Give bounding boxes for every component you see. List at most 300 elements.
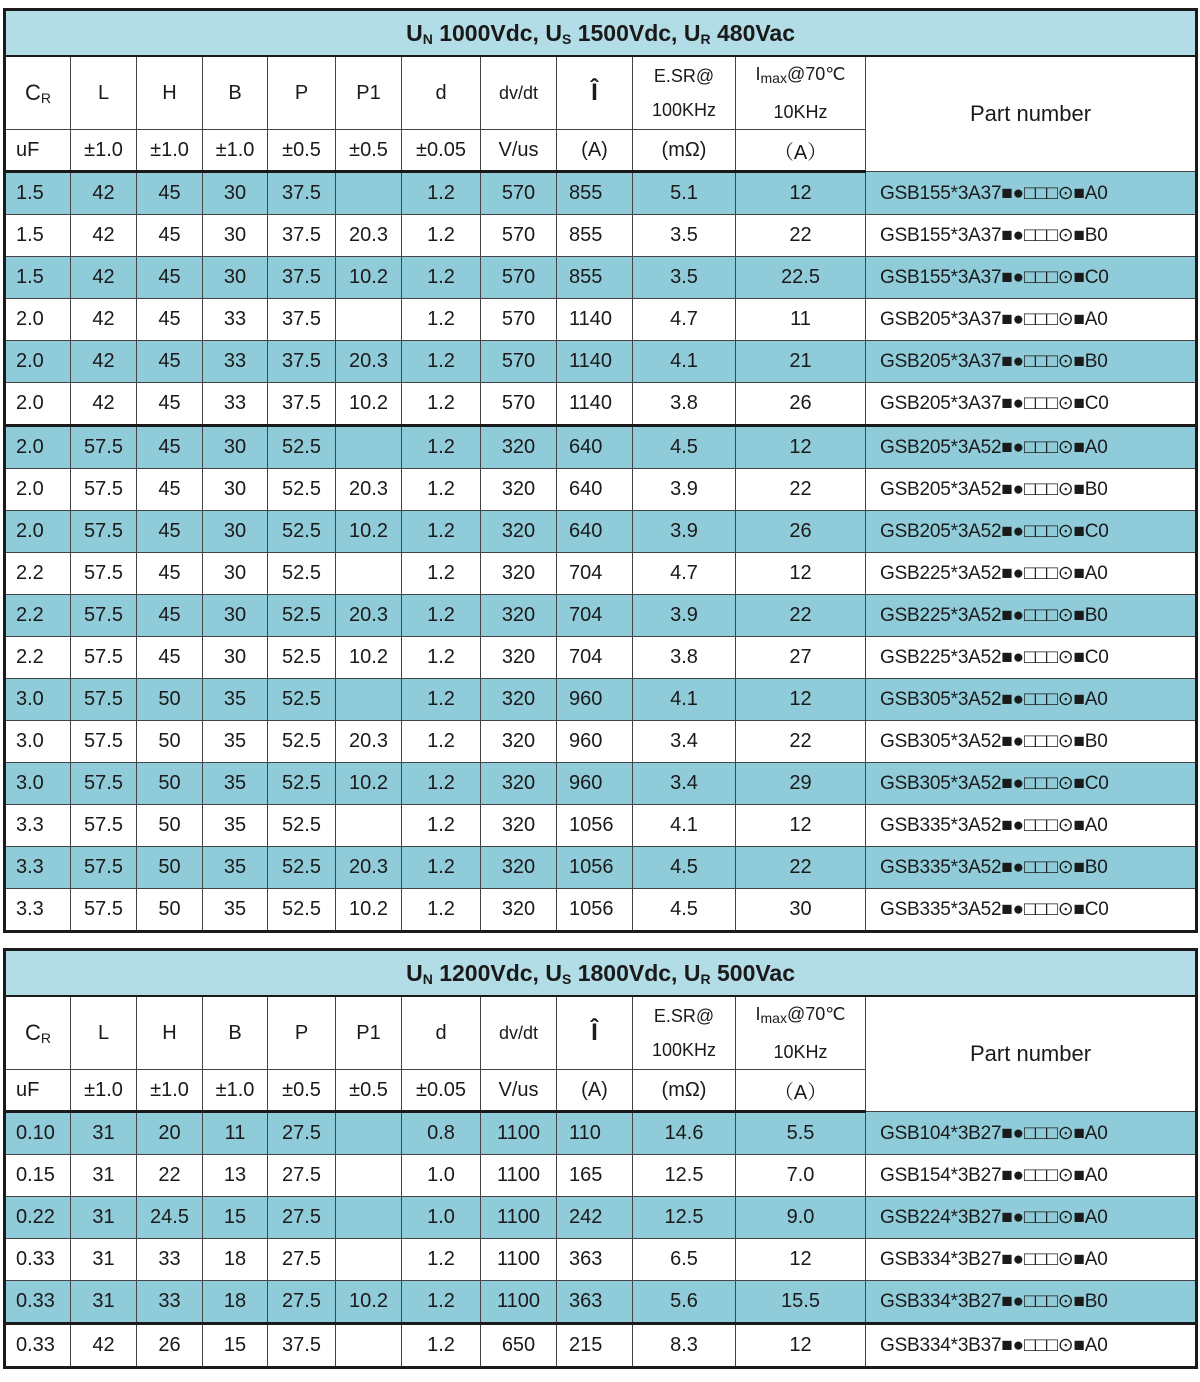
header-capacitance bbox=[5, 996, 71, 1070]
data-cell: 1.2 bbox=[402, 469, 481, 511]
data-cell: 4.7 bbox=[633, 299, 736, 341]
data-cell: 320 bbox=[481, 595, 557, 637]
data-cell: 10.2 bbox=[336, 383, 402, 426]
data-cell: 242 bbox=[557, 1197, 633, 1239]
data-cell: 1.2 bbox=[402, 299, 481, 341]
data-cell: 4.7 bbox=[633, 553, 736, 595]
table-row bbox=[5, 595, 1197, 637]
data-cell bbox=[336, 805, 402, 847]
voltage-symbol: U bbox=[683, 19, 701, 46]
table-row bbox=[5, 1197, 1197, 1239]
data-cell: 1.2 bbox=[402, 805, 481, 847]
part-number-cell: GSB205*3A37■●□□□⊙■C0 bbox=[866, 383, 1197, 426]
header-b: B bbox=[203, 56, 268, 130]
data-cell: 12 bbox=[736, 426, 866, 469]
part-number-cell: GSB225*3A52■●□□□⊙■B0 bbox=[866, 595, 1197, 637]
data-cell: 1.5 bbox=[5, 257, 71, 299]
data-cell: 650 bbox=[481, 1324, 557, 1368]
data-cell: 1140 bbox=[557, 299, 633, 341]
header-imax-temp: @70℃ bbox=[786, 1004, 846, 1024]
data-cell: 45 bbox=[137, 511, 203, 553]
voltage-symbol: U bbox=[545, 959, 562, 986]
header-esr-label: E.SR@ bbox=[653, 66, 715, 86]
data-cell: 45 bbox=[137, 637, 203, 679]
table-row bbox=[5, 172, 1197, 215]
data-cell: 12 bbox=[736, 805, 866, 847]
data-cell: 22 bbox=[736, 847, 866, 889]
data-cell: 4.1 bbox=[633, 679, 736, 721]
data-cell: 57.5 bbox=[71, 847, 137, 889]
part-number-cell: GSB305*3A52■●□□□⊙■B0 bbox=[866, 721, 1197, 763]
data-cell: 35 bbox=[203, 763, 268, 805]
part-number-cell: GSB335*3A52■●□□□⊙■B0 bbox=[866, 847, 1197, 889]
data-cell: 4.5 bbox=[633, 426, 736, 469]
header-part-number: Part number bbox=[866, 996, 1197, 1112]
data-cell: 1.2 bbox=[402, 383, 481, 426]
header-h: H bbox=[137, 56, 203, 130]
data-cell: 26 bbox=[736, 383, 866, 426]
data-cell: 320 bbox=[481, 805, 557, 847]
unit-cell: (mΩ) bbox=[633, 130, 736, 172]
data-cell: 1100 bbox=[481, 1155, 557, 1197]
data-cell: 22 bbox=[736, 215, 866, 257]
data-cell: 31 bbox=[71, 1281, 137, 1324]
part-number-cell: GSB205*3A52■●□□□⊙■B0 bbox=[866, 469, 1197, 511]
header-imax-freq: 10KHz bbox=[773, 1042, 828, 1062]
data-cell: 22.5 bbox=[736, 257, 866, 299]
data-cell: 22 bbox=[736, 595, 866, 637]
data-cell: 6.5 bbox=[633, 1239, 736, 1281]
voltage-symbol: U bbox=[545, 19, 562, 46]
data-cell: 1056 bbox=[557, 889, 633, 932]
data-cell: 57.5 bbox=[71, 763, 137, 805]
data-cell: 31 bbox=[71, 1112, 137, 1155]
header-i-symbol: I bbox=[755, 64, 761, 84]
data-cell: 3.0 bbox=[5, 721, 71, 763]
part-number-cell: GSB305*3A52■●□□□⊙■C0 bbox=[866, 763, 1197, 805]
unit-cell: ±1.0 bbox=[71, 130, 137, 172]
data-cell: 21 bbox=[736, 341, 866, 383]
unit-cell: ±0.5 bbox=[336, 130, 402, 172]
data-cell: 27.5 bbox=[268, 1239, 336, 1281]
header-imax-label bbox=[736, 997, 865, 1035]
data-cell: 1.2 bbox=[402, 763, 481, 805]
data-cell: 5.1 bbox=[633, 172, 736, 215]
data-cell: 1100 bbox=[481, 1281, 557, 1324]
data-cell: 52.5 bbox=[268, 763, 336, 805]
unit-cell: V/us bbox=[481, 130, 557, 172]
table-row bbox=[5, 847, 1197, 889]
data-cell: 5.5 bbox=[736, 1112, 866, 1155]
data-cell: 0.33 bbox=[5, 1324, 71, 1368]
data-cell: 3.9 bbox=[633, 511, 736, 553]
data-cell: 52.5 bbox=[268, 469, 336, 511]
data-cell: 570 bbox=[481, 341, 557, 383]
data-cell: 0.33 bbox=[5, 1239, 71, 1281]
table-row bbox=[5, 341, 1197, 383]
data-cell: 35 bbox=[203, 889, 268, 932]
part-number-cell: GSB225*3A52■●□□□⊙■C0 bbox=[866, 637, 1197, 679]
data-cell: 20.3 bbox=[336, 847, 402, 889]
data-cell: 50 bbox=[137, 679, 203, 721]
header-d: d bbox=[402, 56, 481, 130]
data-cell: 570 bbox=[481, 172, 557, 215]
data-cell: 2.2 bbox=[5, 553, 71, 595]
data-cell: 20 bbox=[137, 1112, 203, 1155]
data-cell: 855 bbox=[557, 215, 633, 257]
header-esr bbox=[633, 56, 736, 130]
data-cell: 3.3 bbox=[5, 847, 71, 889]
data-cell: 20.3 bbox=[336, 595, 402, 637]
part-number-cell: GSB335*3A52■●□□□⊙■C0 bbox=[866, 889, 1197, 932]
surge-voltage bbox=[545, 20, 677, 46]
data-cell: 0.10 bbox=[5, 1112, 71, 1155]
unit-cell: ±1.0 bbox=[203, 1070, 268, 1112]
unit-cell: uF bbox=[5, 130, 71, 172]
data-cell: 42 bbox=[71, 172, 137, 215]
data-cell: 42 bbox=[71, 1324, 137, 1368]
data-cell: 1.2 bbox=[402, 426, 481, 469]
unit-cell: ±0.05 bbox=[402, 130, 481, 172]
data-cell: 9.0 bbox=[736, 1197, 866, 1239]
table-row bbox=[5, 721, 1197, 763]
data-cell: 50 bbox=[137, 847, 203, 889]
data-cell: 1.2 bbox=[402, 215, 481, 257]
data-cell: 22 bbox=[137, 1155, 203, 1197]
data-cell: 2.0 bbox=[5, 299, 71, 341]
voltage-value: 500Vac bbox=[716, 959, 796, 986]
voltage-value: 1800Vdc, bbox=[577, 959, 678, 986]
data-cell: 3.9 bbox=[633, 595, 736, 637]
voltage-value: 480Vac bbox=[716, 19, 796, 46]
header-imax-subscript: max bbox=[760, 70, 787, 86]
data-cell bbox=[336, 1239, 402, 1281]
data-cell: 1.2 bbox=[402, 679, 481, 721]
capacitor-table-1000vdc bbox=[3, 8, 1198, 933]
data-cell bbox=[336, 299, 402, 341]
data-cell: 52.5 bbox=[268, 426, 336, 469]
data-cell: 27.5 bbox=[268, 1155, 336, 1197]
data-cell: 30 bbox=[203, 215, 268, 257]
data-cell: 0.22 bbox=[5, 1197, 71, 1239]
data-cell: 31 bbox=[71, 1155, 137, 1197]
data-cell: 37.5 bbox=[268, 1324, 336, 1368]
data-cell: 320 bbox=[481, 553, 557, 595]
data-cell: 10.2 bbox=[336, 511, 402, 553]
data-cell: 1.2 bbox=[402, 341, 481, 383]
data-cell: 363 bbox=[557, 1239, 633, 1281]
data-cell: 640 bbox=[557, 426, 633, 469]
data-cell: 12 bbox=[736, 553, 866, 595]
data-cell: 26 bbox=[736, 511, 866, 553]
data-cell: 33 bbox=[137, 1239, 203, 1281]
data-cell: 42 bbox=[71, 257, 137, 299]
header-imax-temp: @70℃ bbox=[786, 64, 846, 84]
data-cell: 52.5 bbox=[268, 553, 336, 595]
header-c-subscript: R bbox=[40, 1030, 51, 1046]
data-cell: 20.3 bbox=[336, 215, 402, 257]
data-cell: 12.5 bbox=[633, 1155, 736, 1197]
data-cell: 31 bbox=[71, 1239, 137, 1281]
unit-cell: uF bbox=[5, 1070, 71, 1112]
header-c-symbol: C bbox=[24, 1020, 41, 1045]
data-cell: 10.2 bbox=[336, 763, 402, 805]
data-cell: 57.5 bbox=[71, 805, 137, 847]
data-cell: 42 bbox=[71, 383, 137, 426]
data-cell: 570 bbox=[481, 299, 557, 341]
header-dvdt: dv/dt bbox=[481, 56, 557, 130]
data-cell bbox=[336, 1324, 402, 1368]
ac-voltage bbox=[684, 20, 795, 46]
data-cell: 57.5 bbox=[71, 721, 137, 763]
data-cell: 1100 bbox=[481, 1239, 557, 1281]
data-cell: 30 bbox=[736, 889, 866, 932]
header-esr-freq: 100KHz bbox=[651, 1040, 717, 1060]
table-title bbox=[5, 950, 1197, 997]
unit-cell: (A) bbox=[557, 1070, 633, 1112]
data-cell: 57.5 bbox=[71, 637, 137, 679]
data-cell: 30 bbox=[203, 469, 268, 511]
data-cell: 12 bbox=[736, 679, 866, 721]
data-cell: 57.5 bbox=[71, 426, 137, 469]
data-cell: 15.5 bbox=[736, 1281, 866, 1324]
surge-voltage bbox=[545, 960, 677, 986]
data-cell: 704 bbox=[557, 553, 633, 595]
data-cell: 27.5 bbox=[268, 1281, 336, 1324]
data-cell: 45 bbox=[137, 257, 203, 299]
data-cell: 2.0 bbox=[5, 469, 71, 511]
unit-cell: （A） bbox=[736, 130, 866, 172]
data-cell bbox=[336, 679, 402, 721]
data-cell: 165 bbox=[557, 1155, 633, 1197]
data-cell: 1.0 bbox=[402, 1155, 481, 1197]
data-cell: 52.5 bbox=[268, 805, 336, 847]
table-row bbox=[5, 511, 1197, 553]
data-cell: 570 bbox=[481, 383, 557, 426]
data-cell: 0.33 bbox=[5, 1281, 71, 1324]
unit-cell: ±1.0 bbox=[137, 1070, 203, 1112]
voltage-subscript: S bbox=[561, 30, 572, 47]
table-2-body bbox=[5, 950, 1197, 1368]
data-cell: 1140 bbox=[557, 383, 633, 426]
part-number-cell: GSB334*3B27■●□□□⊙■B0 bbox=[866, 1281, 1197, 1324]
data-cell: 45 bbox=[137, 215, 203, 257]
header-imax bbox=[736, 56, 866, 130]
data-cell bbox=[336, 1197, 402, 1239]
data-cell: 52.5 bbox=[268, 721, 336, 763]
voltage-subscript: S bbox=[561, 970, 572, 987]
part-number-cell: GSB334*3B37■●□□□⊙■A0 bbox=[866, 1324, 1197, 1368]
data-cell: 52.5 bbox=[268, 847, 336, 889]
part-number-cell: GSB305*3A52■●□□□⊙■A0 bbox=[866, 679, 1197, 721]
data-cell: 14.6 bbox=[633, 1112, 736, 1155]
table-row bbox=[5, 889, 1197, 932]
data-cell: 363 bbox=[557, 1281, 633, 1324]
data-cell: 29 bbox=[736, 763, 866, 805]
data-cell: 1100 bbox=[481, 1112, 557, 1155]
data-cell: 320 bbox=[481, 511, 557, 553]
data-cell: 52.5 bbox=[268, 511, 336, 553]
data-cell: 10.2 bbox=[336, 257, 402, 299]
table-row bbox=[5, 763, 1197, 805]
data-cell: 3.8 bbox=[633, 637, 736, 679]
data-cell: 18 bbox=[203, 1281, 268, 1324]
unit-cell: ±1.0 bbox=[137, 130, 203, 172]
data-cell: 1.2 bbox=[402, 1281, 481, 1324]
data-cell: 1140 bbox=[557, 341, 633, 383]
part-number-cell: GSB154*3B27■●□□□⊙■A0 bbox=[866, 1155, 1197, 1197]
data-cell: 3.4 bbox=[633, 763, 736, 805]
data-cell: 855 bbox=[557, 172, 633, 215]
voltage-value: 1200Vdc, bbox=[439, 959, 539, 986]
data-cell: 640 bbox=[557, 469, 633, 511]
header-i-symbol: I bbox=[755, 1004, 761, 1024]
data-cell: 15 bbox=[203, 1197, 268, 1239]
data-cell: 3.0 bbox=[5, 763, 71, 805]
data-cell: 52.5 bbox=[268, 637, 336, 679]
data-cell: 12 bbox=[736, 1324, 866, 1368]
data-cell: 18 bbox=[203, 1239, 268, 1281]
data-cell: 12.5 bbox=[633, 1197, 736, 1239]
header-imax-label bbox=[736, 57, 865, 95]
data-cell: 37.5 bbox=[268, 299, 336, 341]
table-row bbox=[5, 805, 1197, 847]
rated-voltage bbox=[406, 20, 539, 46]
data-cell: 5.6 bbox=[633, 1281, 736, 1324]
data-cell: 855 bbox=[557, 257, 633, 299]
data-cell: 37.5 bbox=[268, 341, 336, 383]
part-number-cell: GSB155*3A37■●□□□⊙■B0 bbox=[866, 215, 1197, 257]
data-cell: 1.2 bbox=[402, 172, 481, 215]
unit-cell: ±0.05 bbox=[402, 1070, 481, 1112]
data-cell bbox=[336, 172, 402, 215]
data-cell: 570 bbox=[481, 215, 557, 257]
data-cell: 3.8 bbox=[633, 383, 736, 426]
data-cell: 22 bbox=[736, 721, 866, 763]
data-cell: 45 bbox=[137, 299, 203, 341]
data-cell: 320 bbox=[481, 847, 557, 889]
data-cell: 42 bbox=[71, 215, 137, 257]
data-cell: 45 bbox=[137, 469, 203, 511]
voltage-subscript: R bbox=[700, 970, 711, 987]
table-title bbox=[5, 10, 1197, 57]
table-row bbox=[5, 1324, 1197, 1368]
voltage-subscript: N bbox=[422, 970, 433, 987]
data-cell: 11 bbox=[736, 299, 866, 341]
data-cell: 1.2 bbox=[402, 721, 481, 763]
data-cell: 52.5 bbox=[268, 679, 336, 721]
data-cell: 45 bbox=[137, 341, 203, 383]
data-cell: 30 bbox=[203, 172, 268, 215]
table-row bbox=[5, 426, 1197, 469]
unit-cell: (A) bbox=[557, 130, 633, 172]
data-cell: 27 bbox=[736, 637, 866, 679]
data-cell: 15 bbox=[203, 1324, 268, 1368]
table-row bbox=[5, 257, 1197, 299]
header-l: L bbox=[71, 56, 137, 130]
header-p1: P1 bbox=[336, 996, 402, 1070]
data-cell: 1100 bbox=[481, 1197, 557, 1239]
data-cell: 20.3 bbox=[336, 721, 402, 763]
data-cell: 50 bbox=[137, 721, 203, 763]
data-cell: 10.2 bbox=[336, 1281, 402, 1324]
header-dvdt: dv/dt bbox=[481, 996, 557, 1070]
part-number-cell: GSB155*3A37■●□□□⊙■A0 bbox=[866, 172, 1197, 215]
rated-voltage bbox=[406, 960, 539, 986]
data-cell: 320 bbox=[481, 679, 557, 721]
data-cell: 4.5 bbox=[633, 889, 736, 932]
header-esr-label: E.SR@ bbox=[653, 1006, 715, 1026]
data-cell: 33 bbox=[203, 383, 268, 426]
data-cell: 45 bbox=[137, 172, 203, 215]
data-cell: 320 bbox=[481, 637, 557, 679]
data-cell: 4.1 bbox=[633, 805, 736, 847]
header-capacitance bbox=[5, 56, 71, 130]
data-cell: 8.3 bbox=[633, 1324, 736, 1368]
data-cell: 37.5 bbox=[268, 172, 336, 215]
voltage-value: 1000Vdc, bbox=[439, 19, 539, 46]
data-cell: 30 bbox=[203, 553, 268, 595]
part-number-cell: GSB205*3A52■●□□□⊙■C0 bbox=[866, 511, 1197, 553]
table-row bbox=[5, 679, 1197, 721]
data-cell: 1056 bbox=[557, 847, 633, 889]
data-cell: 20.3 bbox=[336, 469, 402, 511]
data-cell: 1.5 bbox=[5, 172, 71, 215]
header-imax-freq: 10KHz bbox=[773, 102, 828, 122]
data-cell: 960 bbox=[557, 721, 633, 763]
data-cell: 7.0 bbox=[736, 1155, 866, 1197]
voltage-symbol: U bbox=[406, 959, 423, 986]
unit-cell: ±1.0 bbox=[71, 1070, 137, 1112]
table-row bbox=[5, 215, 1197, 257]
data-cell: 3.3 bbox=[5, 889, 71, 932]
data-cell: 20.3 bbox=[336, 341, 402, 383]
data-cell: 2.0 bbox=[5, 426, 71, 469]
header-b: B bbox=[203, 996, 268, 1070]
data-cell: 1.5 bbox=[5, 215, 71, 257]
header-h: H bbox=[137, 996, 203, 1070]
data-cell: 11 bbox=[203, 1112, 268, 1155]
header-imax-subscript: max bbox=[760, 1010, 787, 1026]
data-cell: 30 bbox=[203, 637, 268, 679]
unit-cell: （A） bbox=[736, 1070, 866, 1112]
table-row bbox=[5, 1239, 1197, 1281]
part-number-cell: GSB205*3A37■●□□□⊙■A0 bbox=[866, 299, 1197, 341]
data-cell: 640 bbox=[557, 511, 633, 553]
unit-cell: ±0.5 bbox=[336, 1070, 402, 1112]
table-title-row bbox=[5, 950, 1197, 997]
part-number-cell: GSB335*3A52■●□□□⊙■A0 bbox=[866, 805, 1197, 847]
data-cell: 320 bbox=[481, 721, 557, 763]
data-cell: 37.5 bbox=[268, 215, 336, 257]
data-cell bbox=[336, 426, 402, 469]
data-cell: 2.0 bbox=[5, 511, 71, 553]
table-row bbox=[5, 1112, 1197, 1155]
data-cell: 37.5 bbox=[268, 257, 336, 299]
data-cell: 50 bbox=[137, 889, 203, 932]
data-cell: 3.5 bbox=[633, 215, 736, 257]
data-cell: 1.2 bbox=[402, 1239, 481, 1281]
header-peak-current: Î bbox=[557, 996, 633, 1070]
data-cell: 110 bbox=[557, 1112, 633, 1155]
header-c-symbol: C bbox=[24, 80, 41, 105]
table-row bbox=[5, 637, 1197, 679]
data-cell: 26 bbox=[137, 1324, 203, 1368]
data-cell: 1.2 bbox=[402, 889, 481, 932]
unit-cell: ±1.0 bbox=[203, 130, 268, 172]
data-cell: 3.9 bbox=[633, 469, 736, 511]
data-cell: 960 bbox=[557, 679, 633, 721]
